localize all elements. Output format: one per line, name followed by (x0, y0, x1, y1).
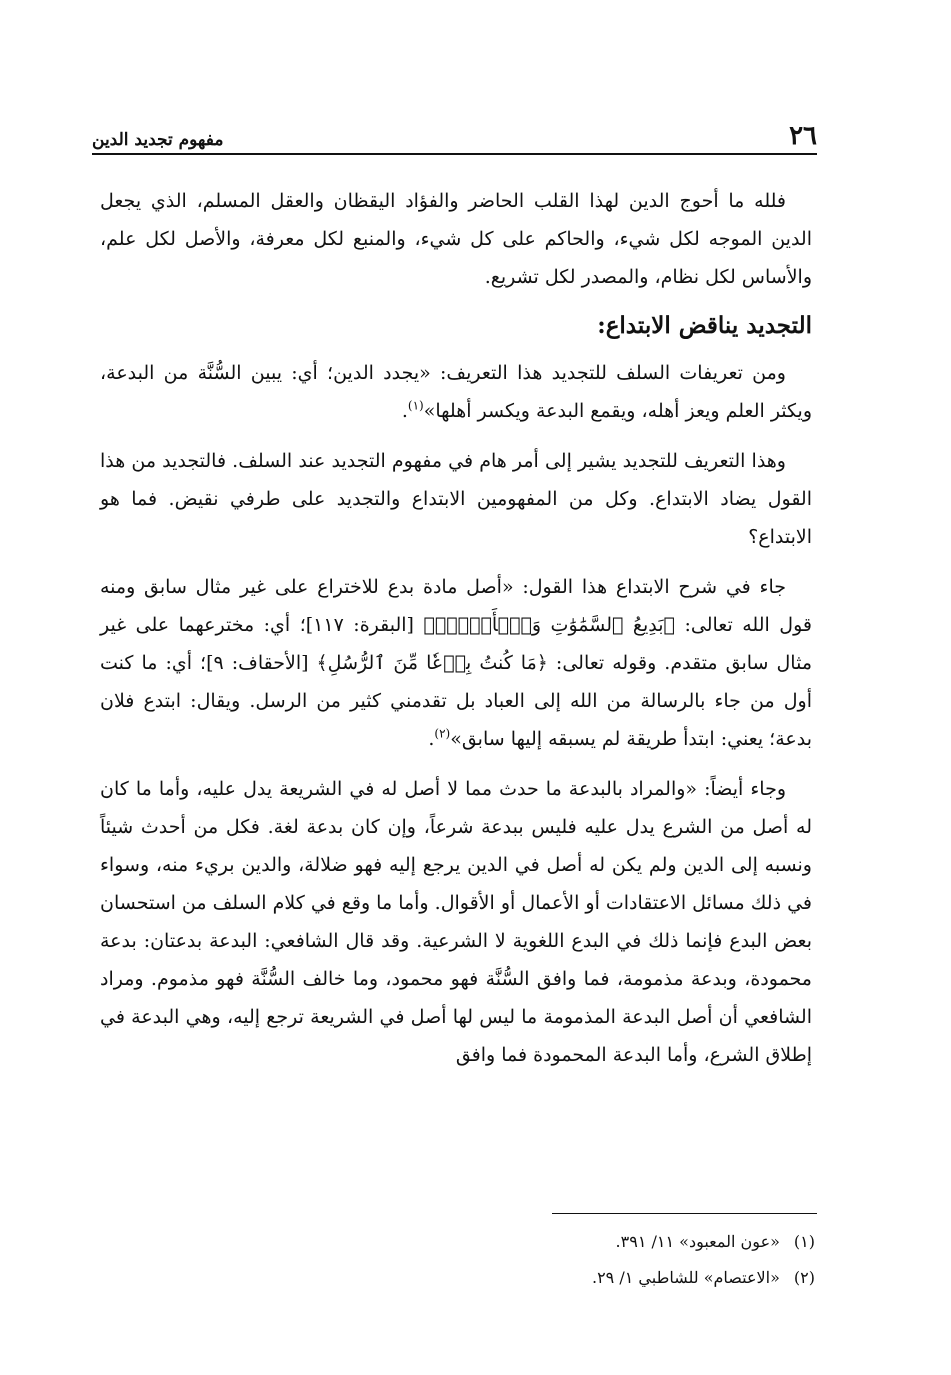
paragraph-4 (100, 568, 812, 758)
running-title: مفهوم تجديد الدين (92, 130, 224, 150)
paragraph-2 (100, 354, 812, 430)
paragraph-5: وجاء أيضاً: «والمراد بالبدعة ما حدث مما لا أصل له في الشريعة يدل عليه، وأما ما كان له أصل من الشرع يدل عليه فليس ببدعة شرعاً، وإن كان بدعة لغة. فكل من أحدث شيئاً ونسبه إلى الدين ولم يكن له أصل في الدين يرجع إليه فهو ضلالة، والدين بريء منه، وسواء في ذلك مسائل الاعتقادات أو الأعمال أو الأقوال. وأما ما وقع في كلام السلف من استحسان بعض البدع فإنما ذلك في البدع اللغوية لا الشرعية. وقد قال الشافعي: البدعة بدعتان: بدعة محمودة، وبدعة مذمومة، فما وافق السُّنَّة فهو محمود، وما خالف السُّنَّة فهو مذموم. ومراد الشافعي أن أصل البدعة المذمومة ما ليس لها أصل في الشريعة ترجع إليه، وهي البدعة في إطلاق الشرع، وأما البدعة المحمودة فما وافق (100, 778, 812, 1066)
header-rule (92, 153, 817, 155)
footnote-text: «الاعتصام» للشاطبي ١/ ٢٩. (591, 1268, 780, 1287)
section-heading: التجديد يناقض الابتداع: (597, 312, 812, 339)
footnote-ref-1: (١) (407, 398, 424, 413)
page-header (92, 113, 817, 149)
footnote-2 (300, 1260, 815, 1296)
paragraph-1: فلله ما أحوج الدين لهذا القلب الحاضر والفؤاد اليقظان والعقل المسلم، الذي يجعل الدين الموجه لكل شيء، والحاكم على كل شيء، والمنبع لكل معرفة، والأصل لكل علم، والأساس لكل نظام، والمصدر لكل تشريع. (100, 190, 812, 288)
footnotes (300, 1224, 815, 1296)
footnote-ref-2: (٢) (434, 726, 451, 741)
paragraph-4-text: جاء في شرح الابتداع هذا القول: «أصل مادة بدع للاختراع على غير مثال سابق ومنه قول الله تعالى: ﴿بَدِيعُ ٱلسَّمَٰوَٰتِ وَٱلۡأَرۡضِۖ﴾ [البقرة: ١١٧]؛ أي: مخترعهما على غير مثال سابق متقدم. وقوله تعالى: ﴿مَا كُنتُ بِدۡعٗا مِّنَ ٱلرُّسُلِ﴾ [الأحقاف: ٩]؛ أي: ما كنت أول من جاء بالرسالة من الله إلى العباد بل تقدمني كثير من الرسل. ويقال: ابتدع فلان بدعة؛ يعني: ابتدأ طريقة لم يسبقه إليها سابق» (100, 576, 812, 750)
footnote-1 (300, 1224, 815, 1260)
paragraph-2-end: . (401, 400, 408, 422)
page-number: ٢٦ (789, 121, 817, 151)
footnote-number: (٢) (793, 1268, 815, 1287)
footnote-number: (١) (793, 1232, 815, 1251)
paragraph-4-end: . (428, 728, 435, 750)
footnote-text: «عون المعبود» ١١/ ٣٩١. (615, 1232, 780, 1251)
footnote-rule (552, 1213, 817, 1214)
paragraph-3: وهذا التعريف للتجديد يشير إلى أمر هام في مفهوم التجديد عند السلف. فالتجديد من هذا القول يضاد الابتداع. وكل من المفهومين الابتداع والتجديد على طرفي نقيض. فما هو الابتداع؟ (100, 450, 812, 548)
paragraph-2-text: ومن تعريفات السلف للتجديد هذا التعريف: «يجدد الدين؛ أي: يبين السُّنَّة من البدعة، ويكثر العلم ويعز أهله، ويقمع البدعة ويكسر أهلها» (100, 362, 812, 422)
body-text (100, 182, 812, 1086)
